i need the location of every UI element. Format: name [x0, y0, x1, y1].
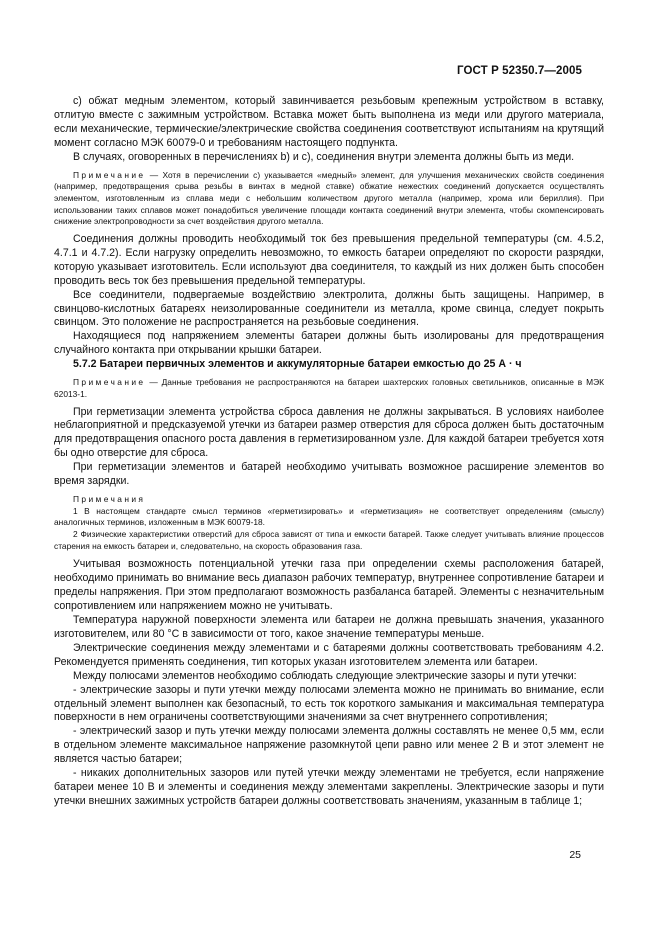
list-item-clearance-3: - никаких дополнительных зазоров или путей утечки между элементами не требуется, если напряжение батареи менее 10 В и элементы и соединения между элементами закреплены. Электрические зазоры и пути утечки внешних зажимных устройств батареи должны соответствовать значениям, указанным в таблице 1; — [54, 767, 604, 807]
paragraph-clearances-intro: Между полюсами элементов необходимо соблюдать следующие электрические зазоры и пути утечки: — [73, 669, 577, 682]
paragraph-current-capacity: Соединения должны проводить необходимый ток без превышения предельной температуры (см. 4.5.2, 4.7.1 и 4.7.2). Если нагрузку определить невозможно, то емкость батареи определяют по скорости разрядки, которую указывает изготовитель. Если используют два соединителя, то каждый из них должен быть способен проводить весь ток без превышения предельной температуры. — [54, 233, 604, 287]
paragraph-surface-temperature: Температура наружной поверхности элемента или батареи не должна превышать значения, указанного изготовителем, или 80 °С в зависимости от того, какое значение температуры меньше. — [54, 614, 604, 640]
note-text: — Данные требования не распространяются на батареи шахтерских головных светильников, описанные в МЭК 62013-1. — [54, 377, 604, 399]
note-miner-lamps — [54, 377, 604, 400]
section-title-5-7-2: 5.7.2 Батареи первичных элементов и аккумуляторные батареи емкостью до 25 А · ч — [73, 358, 522, 371]
paragraph-insulation: Находящиеся под напряжением элементы батареи должны быть изолированы для предотвращения случайного контакта при открывании крышки батареи. — [54, 330, 604, 357]
note-text: — Хотя в перечислении c) указывается «медный» элемент, для улучшения механических свойств соединения (например, предотвращения срыва резьбы в винтах в медной ставке) обжатие нежестких соединений допускается осуществлять элементом, изготовленным из сплава меди с небольшим количеством другого металла (например, хрома или бериллия). При использовании таких сплавов может понадобиться увеличение площади контакта соединений внутри элемента, чтобы скомпенсировать снижение электропроводности за счет воздействия другого металла. — [54, 169, 604, 227]
document-header: ГОСТ Р 52350.7—2005 — [457, 65, 582, 77]
paragraph-gas-leak: Учитывая возможность потенциальной утечки газа при определении схемы расположения батарей, необходимо принимать во внимание весь диапазон рабочих температур, внутреннее сопротивление батареи и пределы напряжения. При этом предполагают возможность разбаланса батарей. Элементы с незначительным сопротивлением или напряжением можно не учитывать. — [54, 558, 604, 613]
list-item-clearance-2: - электрический зазор и путь утечки между полюсами элемента должны составлять не менее 0,5 мм, если в отдельном элементе максимальное напряжение разомкнутой цепи равно или менее 2 В и этот элемент не является частью батареи; — [54, 725, 604, 766]
note-copper-alloy — [54, 170, 604, 229]
note-label: Примечание — [73, 377, 146, 388]
paragraph-cell-expansion: При герметизации элементов и батарей необходимо учитывать возможное расширение элементов во время зарядки. — [54, 461, 604, 488]
notes-title: Примечания — [73, 493, 146, 504]
notes-block — [54, 494, 604, 553]
paragraph-item-c: c) обжат медным элементом, который завинчивается резьбовым крепежным устройством в вставку, отлитую вместе с зажимным устройством. Вставка может быть выполнена из меди или другого материала, если механические, термические/электрические свойства соединения соответствуют испытаниям на крутящий момент согласно МЭК 60079-0 и требованиям настоящего подпункта. — [54, 95, 604, 149]
paragraph-connector-protection: Все соединители, подвергаемые воздействию электролита, должны быть защищены. Например, в свинцово-кислотных батареях неизолированные соединители из металла, кроме свинца, следует покрыть свинцом. Это положение не распространяется на резьбовые соединения. — [54, 288, 604, 329]
paragraph-copper-connections: В случаях, оговоренных в перечислениях b) и c), соединения внутри элемента должны быть из меди. — [73, 150, 575, 163]
note-item-1: 1 В настоящем стандарте смысл терминов «герметизировать» и «герметизация» не соответствует определениям (смыслу) аналогичных терминов, изложенным в МЭК 60079-18. — [54, 505, 604, 528]
note-item-2: 2 Физические характеристики отверстий для сброса зависят от типа и емкости батарей. Также следует учитывать влияние процессов старения на емкость батареи и, следовательно, на скорость образования газа. — [54, 529, 604, 551]
page-number: 25 — [569, 849, 581, 861]
page-body — [54, 95, 604, 809]
note-label: Примечание — [73, 169, 146, 180]
paragraph-pressure-relief: При герметизации элемента устройства сброса давления не должны закрываться. В условиях наиболее неблагоприятной и предсказуемой утечки из батареи размер отверстия для сброса должен быть достаточным для предотвращения опасного роста давления в герметизированном узле. Для каждой батареи требуется хотя бы одно отверстие для сброса. — [54, 405, 604, 460]
paragraph-electrical-connections: Электрические соединения между элементами и с батареями должны соответствовать требованиям 4.2. Рекомендуется применять соединения, тип которых указан изготовителем элемента или батареи. — [54, 641, 604, 668]
list-item-clearance-1: - электрические зазоры и пути утечки между полюсами элемента можно не принимать во внимание, если отдельный элемент выполнен как безопасный, то есть ток короткого замыкания и максимальная температура поверхности в нем ограничены соответствующими значениями за счет внутреннего сопротивления; — [54, 683, 604, 724]
